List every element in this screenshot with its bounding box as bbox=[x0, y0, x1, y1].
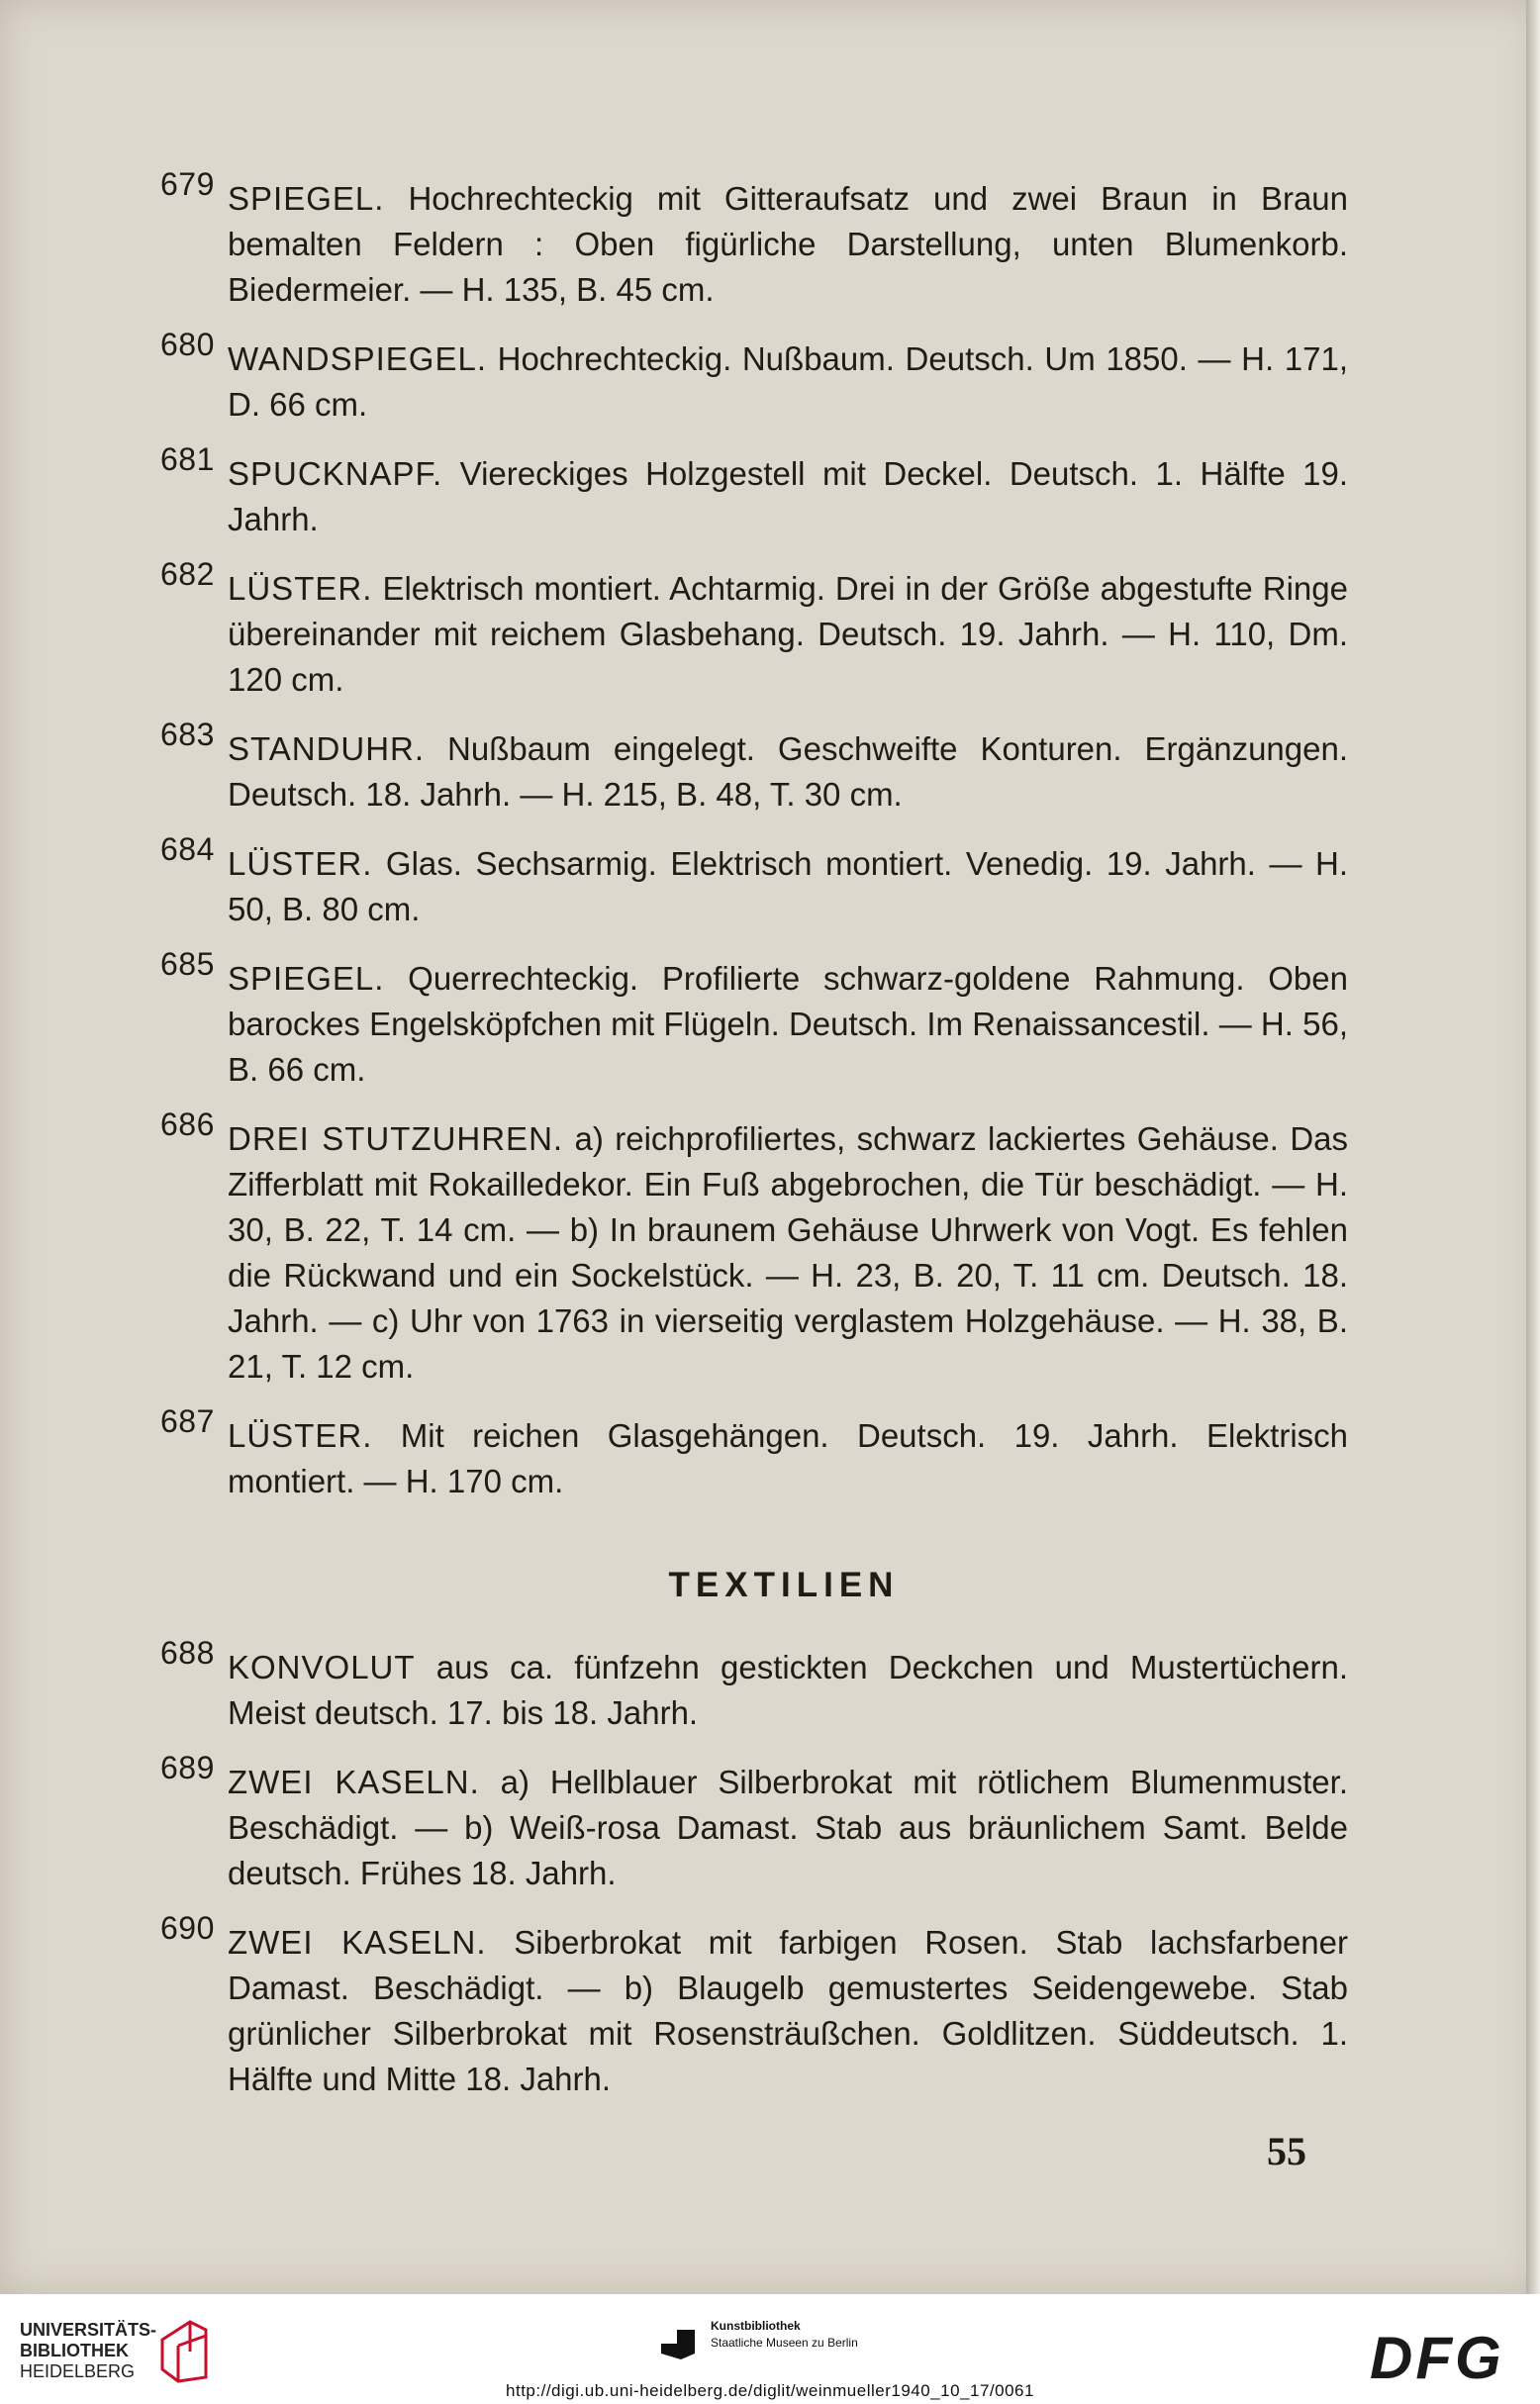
permalink-url[interactable]: http://digi.ub.uni-heidelberg.de/diglit/weinmueller1940_10_17/0061 bbox=[506, 2381, 1034, 2400]
entry-number: 679 bbox=[160, 166, 215, 202]
entry-text bbox=[228, 1920, 1348, 2102]
entry-text bbox=[228, 726, 1348, 817]
entry-description: Siberbrokat mit farbigen Rosen. Stab lachsfarbener Damast. Beschädigt. — b) Blaugelb gemustertes Seidengewebe. Stab grünlicher Silberbrokat mit Rosensträußchen. Goldlitzen. Süddeutsch. 1. Hälfte und Mitte 18. Jahrh. bbox=[228, 1924, 1349, 2097]
entry-title: SPUCKNAPF. bbox=[228, 455, 443, 492]
entry-description: a) reichprofiliertes, schwarz lackiertes Gehäuse. Das Zifferblatt mit Rokailledekor. Ein Fuß abgebrochen, die Tür beschädigt. — H. 30, B. 22, T. 14 cm. — b) In braunem Gehäuse Uhrwerk von Vogt. Es fehlen die Rückwand und ein Sockelstück. — H. 23, B. 20, T. 11 cm. Deutsch. 18. Jahrh. — c) Uhr von 1763 in vierseitig verglastem Holzgehäuse. — H. 38, B. 21, T. 12 cm. bbox=[228, 1120, 1349, 1385]
catalog-entry bbox=[160, 1750, 1348, 1896]
catalog-entry bbox=[160, 556, 1348, 703]
viewer-footer bbox=[0, 2294, 1540, 2404]
entry-description: a) Hellblauer Silberbrokat mit rötlichem Blumenmuster. Beschädigt. — b) Weiß-rosa Damast. Stab aus bräunlichem Samt. Belde deutsch. Frühes 18. Jahrh. bbox=[228, 1764, 1348, 1891]
kb-subtitle: Staatliche Museen zu Berlin bbox=[711, 2336, 858, 2350]
entry-description: aus ca. fünfzehn gestickten Deckchen und Mustertüchern. Meist deutsch. 17. bis 18. Jahrh. bbox=[228, 1649, 1348, 1731]
entry-text bbox=[228, 1413, 1348, 1504]
entry-title: SPIEGEL. bbox=[228, 180, 385, 217]
ub-line-2: BIBLIOTHEK bbox=[20, 2341, 129, 2360]
entry-text bbox=[228, 337, 1348, 428]
entry-number: 682 bbox=[160, 556, 215, 592]
dfg-logo[interactable]: DFG bbox=[1370, 2325, 1504, 2391]
entries-group-furniture bbox=[160, 166, 1349, 1504]
catalog-entry bbox=[160, 1635, 1348, 1736]
entry-title: LÜSTER. bbox=[228, 1417, 373, 1454]
catalog-entry bbox=[160, 441, 1349, 542]
entry-number: 687 bbox=[160, 1403, 215, 1439]
ub-line-3: HEIDELBERG bbox=[20, 2361, 136, 2381]
ub-heidelberg-label[interactable] bbox=[20, 2320, 158, 2382]
entry-title: ZWEI KASELN. bbox=[228, 1764, 480, 1800]
catalog-content bbox=[160, 166, 1349, 2126]
entry-number: 689 bbox=[160, 1750, 215, 1785]
entry-title: LÜSTER. bbox=[228, 845, 373, 882]
section-heading: TEXTILIEN bbox=[668, 1566, 900, 1604]
entry-description: Nußbaum eingelegt. Geschweifte Konturen. Ergänzungen. Deutsch. 18. Jahrh. — H. 215, B. 48, T. 30 cm. bbox=[228, 730, 1348, 813]
entry-text bbox=[228, 1760, 1348, 1896]
kunstbibliothek-logo-icon bbox=[657, 2324, 699, 2363]
entry-number: 681 bbox=[160, 441, 215, 477]
entry-number: 685 bbox=[160, 946, 215, 982]
entry-title: WANDSPIEGEL. bbox=[228, 340, 487, 377]
entry-description: Hochrechteckig. Nußbaum. Deutsch. Um 1850. — H. 171, D. 66 cm. bbox=[228, 340, 1348, 423]
entry-title: ZWEI KASELN. bbox=[228, 1924, 487, 1961]
entry-number: 686 bbox=[160, 1106, 215, 1142]
catalog-entry bbox=[160, 717, 1348, 817]
entry-text bbox=[228, 176, 1348, 313]
page-number: 55 bbox=[1267, 2129, 1306, 2173]
entry-title: KONVOLUT bbox=[228, 1649, 416, 1685]
kb-title: Kunstbibliothek bbox=[711, 2319, 801, 2333]
entry-description: Glas. Sechsarmig. Elektrisch montiert. Venedig. 19. Jahrh. — H. 50, B. 80 cm. bbox=[228, 845, 1348, 927]
entry-text bbox=[228, 841, 1348, 932]
entry-number: 680 bbox=[160, 327, 215, 362]
entry-text bbox=[228, 1645, 1348, 1736]
entry-text bbox=[228, 566, 1348, 703]
catalog-entry bbox=[160, 1910, 1349, 2102]
ub-heidelberg-logo-icon[interactable] bbox=[156, 2312, 212, 2385]
entry-description: Viereckiges Holzgestell mit Deckel. Deutsch. 1. Hälfte 19. Jahrh. bbox=[228, 455, 1349, 537]
entry-description: Hochrechteckig mit Gitteraufsatz und zwei Braun in Braun bemalten Feldern : Oben figürliche Darstellung, unten Blumenkorb. Biedermeier. — H. 135, B. 45 cm. bbox=[228, 180, 1348, 308]
entry-description: Querrechteckig. Profilierte schwarz-goldene Rahmung. Oben barockes Engelsköpfchen mit Flügeln. Deutsch. Im Renaissancestil. — H. 56, B. 66 cm. bbox=[228, 960, 1348, 1088]
entry-title: LÜSTER. bbox=[228, 570, 373, 607]
entries-group-textiles bbox=[160, 1635, 1349, 2102]
ub-line-1: UNIVERSITÄTS- bbox=[20, 2320, 157, 2340]
entry-number: 683 bbox=[160, 717, 215, 752]
entry-title: DREI STUTZUHREN. bbox=[228, 1120, 564, 1157]
entry-title: STANDUHR. bbox=[228, 730, 426, 767]
entry-text bbox=[228, 1116, 1348, 1390]
entry-text bbox=[228, 451, 1348, 542]
entry-description: Elektrisch montiert. Achtarmig. Drei in der Größe abgestufte Ringe übereinander mit reichem Glasbehang. Deutsch. 19. Jahrh. — H. 110, Dm. 120 cm. bbox=[228, 570, 1348, 698]
catalog-entry bbox=[160, 327, 1348, 428]
catalog-entry bbox=[160, 831, 1348, 932]
catalog-entry bbox=[160, 946, 1348, 1093]
entry-number: 684 bbox=[160, 831, 215, 867]
entry-description: Mit reichen Glasgehängen. Deutsch. 19. Jahrh. Elektrisch montiert. — H. 170 cm. bbox=[228, 1417, 1348, 1499]
catalog-entry bbox=[160, 1403, 1348, 1504]
entry-text bbox=[228, 956, 1348, 1093]
catalog-entry bbox=[160, 1106, 1349, 1390]
page-edge bbox=[1526, 0, 1540, 2294]
entry-number: 688 bbox=[160, 1635, 215, 1671]
catalog-entry bbox=[160, 166, 1348, 313]
entry-title: SPIEGEL. bbox=[228, 960, 385, 997]
entry-number: 690 bbox=[160, 1910, 215, 1946]
